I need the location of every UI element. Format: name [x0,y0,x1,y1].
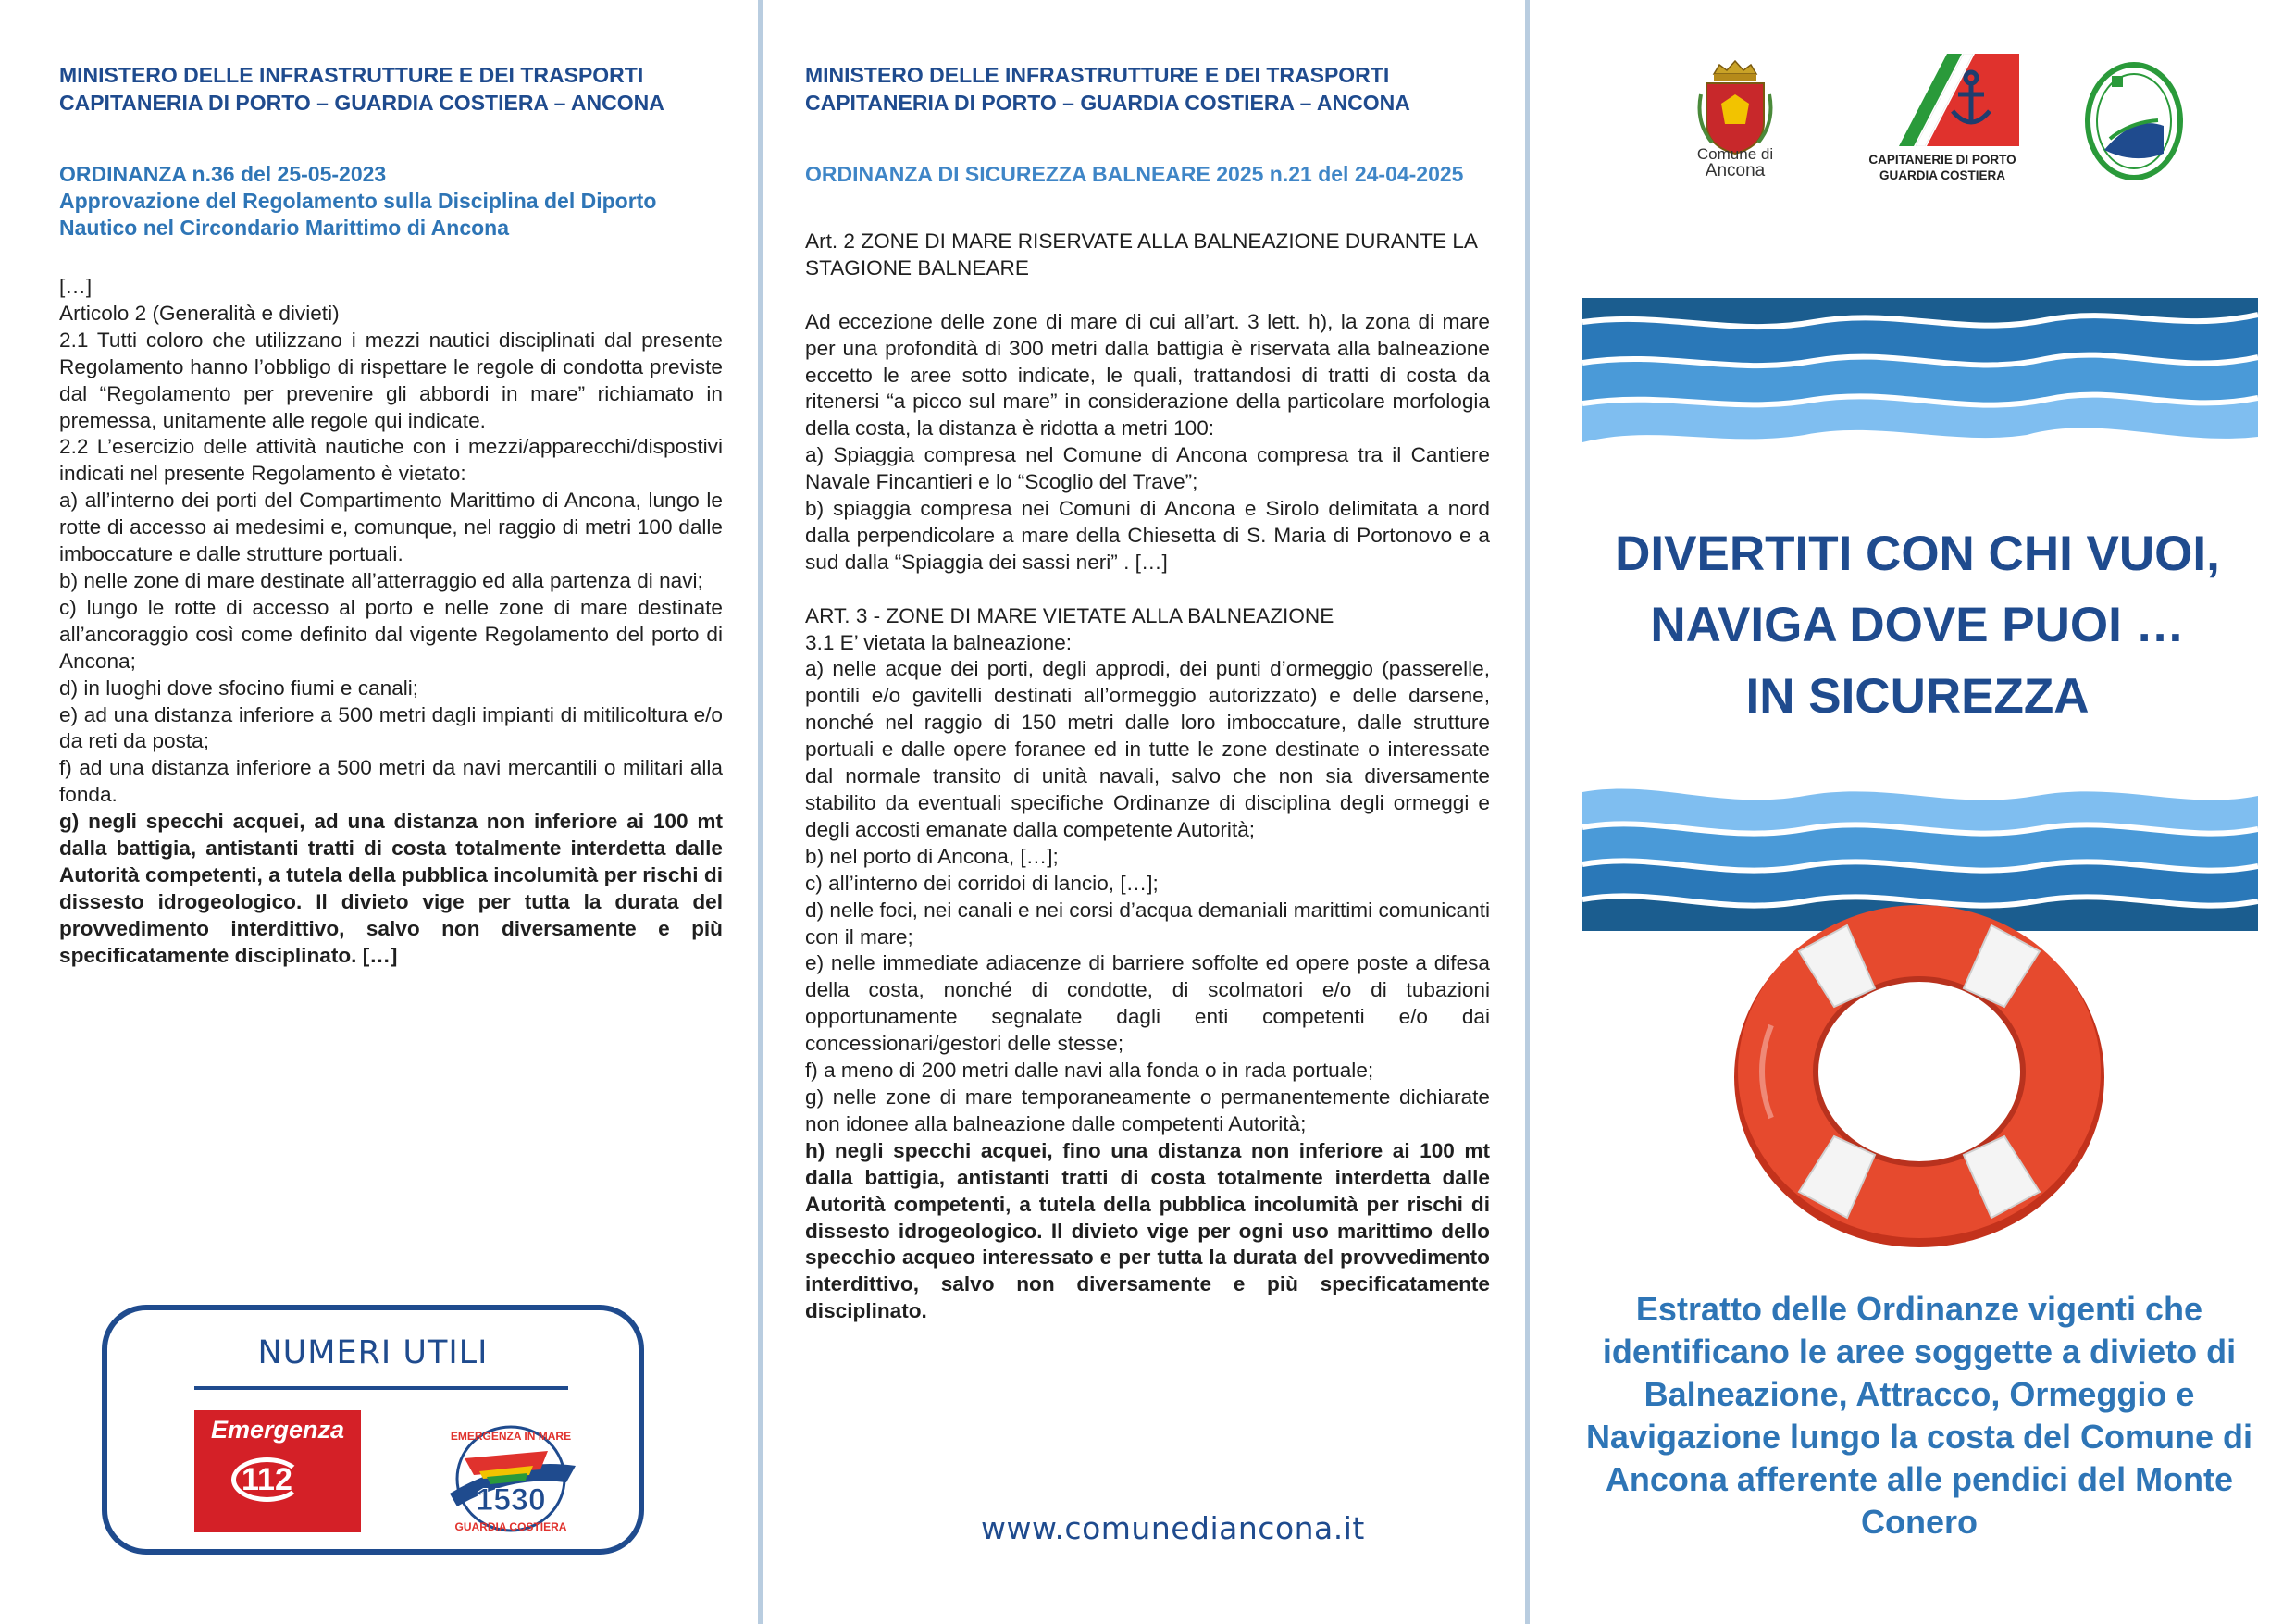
coast-guard-number: 1530 [476,1482,546,1518]
paragraph: a) nelle acque dei porti, degli approdi, dei punti d’ormeggio (passerelle, pontili e/o gavitelli destinati all’ormeggio autorizzato) e delle darsene, nonché nel raggio di 150 metri dalle loro imboccature, dalle strutture portuali e dalle opere foranee ed in tutte le zone destinate o interessate dal normale transito di unità navali, salvo che non sia diversamente stabilito da eventuali specifiche Ordinanze di disciplina degli ormeggi e degli accosti emanate dalla competente Autorità; [805,657,1490,841]
ministry-heading-line1: MINISTERO DELLE INFRASTRUTTURE E DEI TRASPORTI [805,63,1390,87]
website-link[interactable]: www.comunediancona.it [981,1510,1365,1546]
paragraph: b) spiaggia compresa nei Comuni di Ancona e Sirolo delimitata a nord dalla perpendicolare a mare della Chiesetta di S. Maria di Portonovo e a sud dalla “Spiaggia dei sassi neri” . […] [805,497,1490,574]
bold-paragraph: h) negli specchi acquei, fino una distanza non inferiore ai 100 mt dalla battigia, antistanti tratti di costa totalmente interdetta dalle Autorità competenti, a tutela della pubblica incolumità per rischi di dissesto idrogeologico. Il divieto vige per ogni uso marittimo dello specchio acqueo interessato e per tutta la durata del provvedimento interdittivo, salvo non diversamente e più specificatamente disciplinato. [805,1138,1490,1323]
headline-line: IN SICUREZZA [1745,669,2090,724]
ministry-heading-line1: MINISTERO DELLE INFRASTRUTTURE E DEI TRASPORTI [59,63,644,87]
paragraph: c) lungo le rotte di accesso al porto e nelle zone di mare destinate all’ancoraggio così come definito dal vigente Regolamento del porto di Ancona; [59,595,723,673]
coast-guard-label: GUARDIA COSTIERA [454,1520,567,1533]
ministry-heading-line2: CAPITANERIA DI PORTO – GUARDIA COSTIERA – ANCONA [805,91,1410,115]
paragraph: 2.1 Tutti coloro che utilizzano i mezzi nautici disciplinati dal presente Regolamento hanno l’obbligo di rispettare le regole di condotta previste dal “Regolamento per prevenire gli abbordi in mare” richiamato in premessa, unitamente alle regole qui indicate. [59,328,723,432]
ordinance-body [805,229,1490,1325]
ministry-heading-line2: CAPITANERIA DI PORTO – GUARDIA COSTIERA – ANCONA [59,91,664,115]
paragraph: a) all’interno dei porti del Compartimento Marittimo di Ancona, lungo le rotte di accesso ai medesimi e, comunque, nel raggio di metri 100 dalle imboccature e dalle strutture portuali. [59,489,723,566]
numeri-utili-box [102,1305,644,1555]
paragraph: f) a meno di 200 metri dalle navi alla fonda o in rada portuale; [805,1059,1374,1083]
paragraph: 2.2 L’esercizio delle attività nautiche con i mezzi/apparecchi/dispostivi indicati nel presente Regolamento è vietato: [59,435,723,486]
paragraph: b) nelle zone di mare destinate all’atterraggio ed alla partenza di navi; [59,568,703,592]
coast-guard-1530-logo [437,1414,585,1538]
article-heading: ART. 3 - ZONE DI MARE VIETATE ALLA BALNEAZIONE [805,603,1334,627]
paragraph: g) nelle zone di mare temporaneamente o permanentemente dichiarate non idonee alla balneazione dalle competenti Autorità; [805,1085,1490,1135]
middle-panel [761,0,1529,1624]
estratto-description: Estratto delle Ordinanze vigenti che identificano le aree soggette a divieto di Balneazione, Attracco, Ormeggio e Navigazione lungo la costa del Comune di Ancona afferente alle pendici del Monte Conero [1585,1290,2253,1541]
paragraph: d) nelle foci, nei canali e nei corsi d’acqua demaniali marittimi comunicanti con il mare; [805,898,1490,948]
paragraph: […] [59,275,93,298]
paragraph: d) in luoghi dove sfocino fiumi e canali; [59,676,419,700]
divider-line [194,1386,568,1390]
comune-ancona-label: Comune di Ancona [1696,145,1774,180]
numeri-utili-title: NUMERI UTILI [257,1334,489,1371]
paragraph: e) nelle immediate adiacenze di barriere soffolte ed opere poste a difesa della costa, nonché di condotte, di scolmatori e/o di tubazioni opportunamente segnalate dagli enti competenti e/o dai concessionari/gestori delle stesse; [805,951,1490,1056]
anchor-icon [1862,54,2019,146]
left-panel [0,0,761,1624]
paragraph: Ad eccezione delle zone di mare di cui all’art. 3 lett. h), la zona di mare per una profondità di 300 metri dalla battigia è riservata alla balneazione eccetto le aree sotto indicate, le quali, trattandosi di tratti di costa da ritenersi “a picco sul mare” in considerazione della particolare morfologia della costa, la distanza è ridotta a metri 100: [805,309,1490,440]
article-heading: Art. 2 ZONE DI MARE RISERVATE ALLA BALNEAZIONE DURANTE LA STAGIONE BALNEARE [805,229,1477,279]
lifebuoy-icon [1716,886,2123,1257]
headline-line: DIVERTITI CON CHI VUOI, [1615,527,2220,581]
cover-headline [1566,518,2269,732]
cover-panel [1529,0,2295,1624]
paragraph: c) all’interno dei corridoi di lancio, […]; [805,871,1159,895]
paragraph: Articolo 2 (Generalità e divieti) [59,301,340,325]
capitaneria-label: CAPITANERIE DI PORTO GUARDIA COSTIERA [1868,153,2016,182]
ordinance-body [59,274,723,970]
bold-paragraph: g) negli specchi acquei, ad una distanza non inferiore ai 100 mt dalla battigia, antistanti tratti di costa totalmente interdetta dalle Autorità competenti, a tutela della pubblica incolumità per rischi di dissesto idrogeologico. Il divieto vige per tutta la durata del provvedimento interdittivo, salvo non diversamente e più specificatamente disciplinato. […] [59,810,723,967]
ordinance-title: ORDINANZA n.36 del 25-05-2023 [59,162,387,186]
emergency-112-logo [194,1410,361,1532]
ordinance-title: ORDINANZA DI SICUREZZA BALNEARE 2025 n.21 del 24-04-2025 [805,162,1464,186]
ordinance-subtitle-line1: Approvazione del Regolamento sulla Disciplina del Diporto [59,189,657,213]
paragraph: e) ad una distanza inferiore a 500 metri dagli impianti di mitilicoltura e/o da reti da posta; [59,702,723,753]
paragraph: a) Spiaggia compresa nel Comune di Ancona compresa tra il Cantiere Navale Fincantieri e lo “Scoglio del Trave”; [805,443,1490,494]
park-logo-icon [2084,61,2184,181]
emergency-label: Emergenza [210,1416,345,1444]
coast-guard-top-text: EMERGENZA IN MARE [450,1430,572,1443]
ordinance-subtitle-line2: Nautico nel Circondario Marittimo di Ancona [59,216,510,240]
emergency-number: 112 [231,1462,303,1498]
waves-graphic [1582,298,2258,446]
headline-line: NAVIGA DOVE PUOI … [1650,598,2185,652]
paragraph: b) nel porto di Ancona, […]; [805,844,1059,868]
paragraph: 3.1 E’ vietata la balneazione: [805,630,1073,654]
paragraph: f) ad una distanza inferiore a 500 metri da navi mercantili o militari alla fonda. [59,756,723,807]
